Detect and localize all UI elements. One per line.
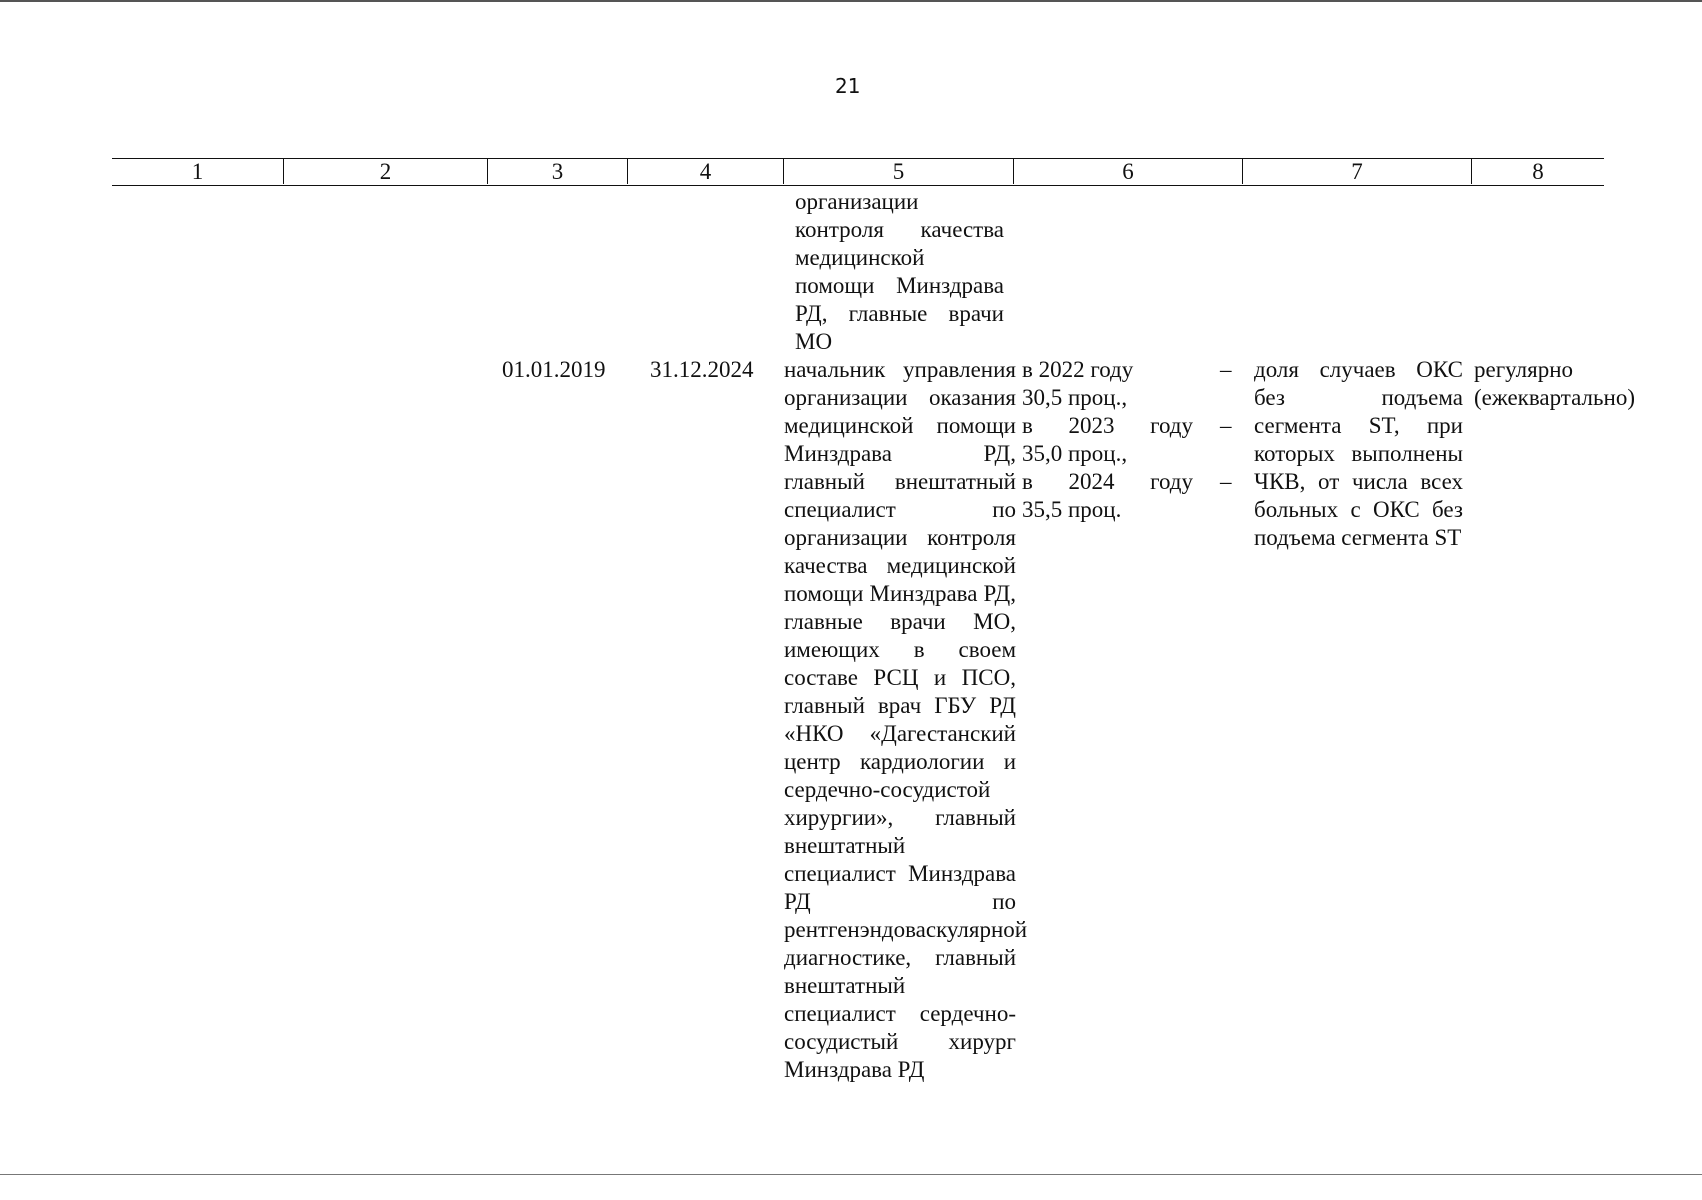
row2-col7-indicator: доля случаев ОКС без подъема сегмента ST, при которых выполнены ЧКВ, от числа всех больных с ОКС без подъема сегмента ST (1254, 357, 1463, 550)
target-2024-year-text: в 2024 году (1022, 469, 1193, 494)
scan-border-bottom (0, 1174, 1702, 1175)
header-col-6: 6 (1013, 159, 1242, 184)
header-col-5: 5 (783, 159, 1013, 184)
header-col-4: 4 (627, 159, 783, 184)
scan-border-top (0, 0, 1702, 2)
target-2022-year-text: в 2022 году (1022, 357, 1134, 382)
row2-end-date: 31.12.2024 (650, 357, 754, 382)
table-header-row (112, 158, 1604, 186)
target-2023-year-text: в 2023 году (1022, 413, 1193, 438)
target-2022-year (1022, 356, 1193, 384)
target-2024-value: 35,5 проц. (1022, 497, 1122, 522)
target-2022-value: 30,5 проц., (1022, 385, 1128, 410)
page-number: 21 (835, 74, 861, 98)
row2-col8-frequency: регулярно (ежеквартально) (1474, 357, 1635, 410)
header-col-3: 3 (487, 159, 627, 184)
target-2023-value: 35,0 проц., (1022, 441, 1128, 466)
target-2024 (1022, 468, 1193, 496)
row2-col5-responsible: начальник управления организации оказания медицинской помощи Минздрава РД, главный внештатный специалист по организации контроля качества медицинской помощи Минздрава РД, главные врачи МО, имеющих в своем составе РСЦ и ПСО, главный врач ГБУ РД «НКО «Дагестанский центр кардиологии и сердечно-сосудистой хирургии», главный внештатный специалист Минздрава РД по рентгенэндоваскулярной диагностике, главный внештатный специалист сердечно-сосудистый хирург Минздрава РД (784, 357, 1028, 1082)
header-col-2: 2 (283, 159, 487, 184)
row1-col5-responsible: организации контроля качества медицинской помощи Минздрава РД, главные врачи МО (795, 189, 1004, 354)
row2-start-date: 01.01.2019 (502, 357, 606, 382)
header-col-8: 8 (1471, 159, 1604, 184)
target-2022 (1022, 356, 1193, 384)
target-2023 (1022, 412, 1193, 440)
header-col-1: 1 (191, 159, 204, 184)
row2-dash-1: – (1220, 357, 1232, 382)
row2-dash-2: – (1220, 413, 1232, 438)
row2-dash-3: – (1220, 469, 1232, 494)
header-col-7: 7 (1242, 159, 1471, 184)
